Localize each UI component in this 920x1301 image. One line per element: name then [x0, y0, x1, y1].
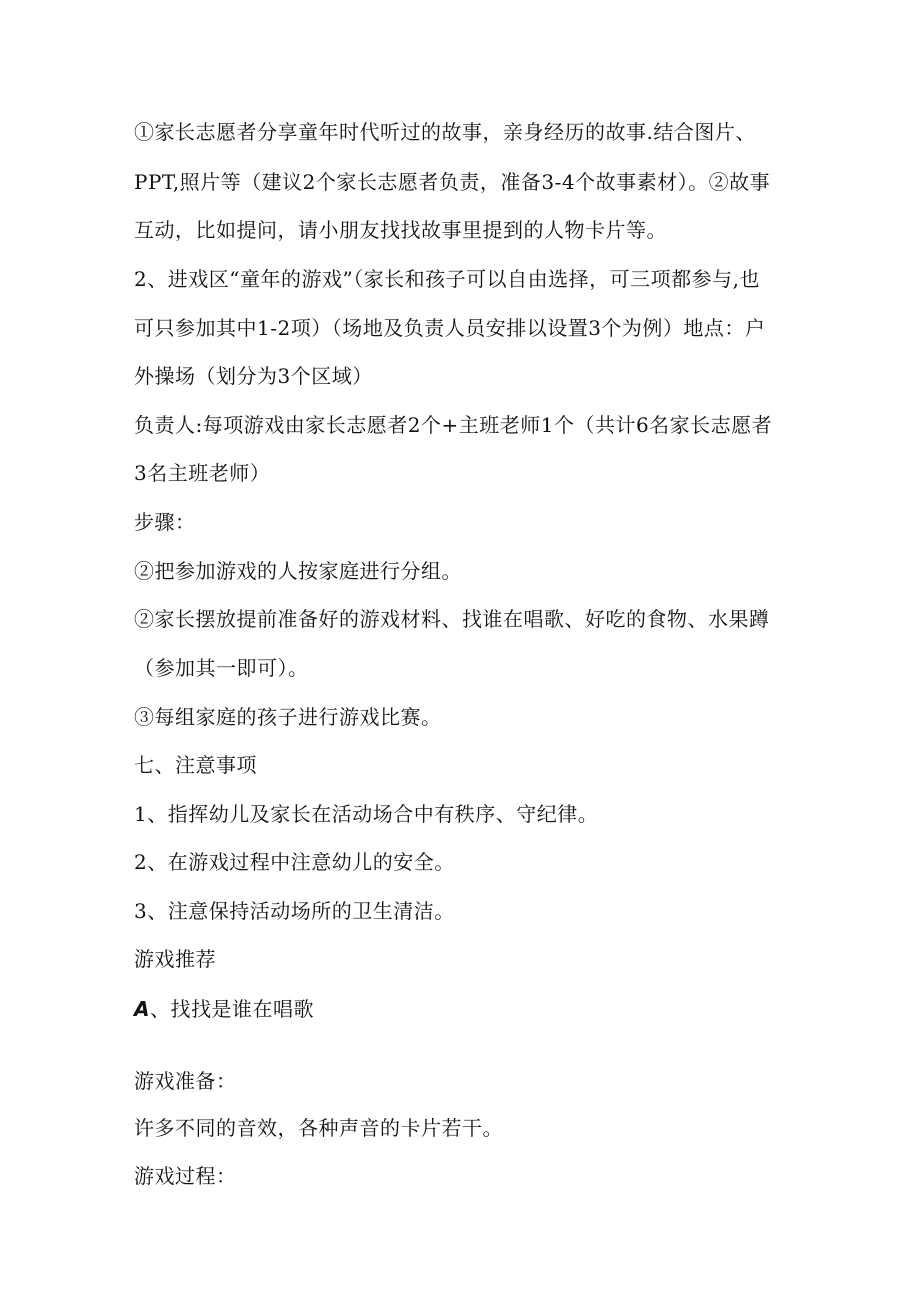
step-line-2: ②家长摆放提前准备好的游戏材料、找谁在唱歌、好吃的食物、水果蹲 — [134, 607, 770, 631]
paragraph-line-5: 可只参加其中1-2项）（场地及负责人员安排以设置3个为例）地点：户 — [134, 316, 766, 340]
paragraph-line-6: 外操场（划分为3个区域） — [134, 364, 373, 388]
paragraph-line-1: ①家长志愿者分享童年时代听过的故事，亲身经历的故事.结合图片、 — [134, 120, 756, 144]
steps-heading: 步骤： — [134, 510, 196, 534]
paragraph-line-4: 2、进戏区“童年的游戏”（家长和孩子可以自由选择，可三项都参与,也 — [134, 267, 761, 291]
prep-heading: 游戏准备： — [134, 1069, 237, 1093]
section-heading-notes: 七、注意事项 — [134, 753, 257, 777]
note-item-2: 2、在游戏过程中注意幼儿的安全。 — [134, 850, 455, 874]
paragraph-line-3: 互动，比如提问，请小朋友找找故事里提到的人物卡片等。 — [134, 218, 667, 242]
process-heading: 游戏过程： — [134, 1164, 237, 1188]
game-a-letter: A — [134, 997, 150, 1021]
games-heading: 游戏推荐 — [134, 947, 216, 971]
note-item-3: 3、注意保持活动场所的卫生清洁。 — [134, 899, 455, 923]
step-line-3: ③每组家庭的孩子进行游戏比赛。 — [134, 705, 442, 729]
game-a-title — [134, 995, 794, 1023]
step-line-2-cont: （参加其一即可）。 — [134, 656, 309, 680]
paragraph-line-8: 3名主班老师） — [134, 461, 271, 485]
prep-text: 许多不同的音效，各种声音的卡片若干。 — [134, 1116, 503, 1140]
note-item-1: 1、指挥幼儿及家长在活动场合中有秩序、守纪律。 — [134, 802, 599, 826]
step-line-1: ②把参加游戏的人按家庭进行分组。 — [134, 559, 462, 583]
paragraph-line-7: 负责人:每项游戏由家长志愿者2个+主班老师1个（共计6名家长志愿者 — [134, 413, 773, 437]
paragraph-line-2: PPT,照片等（建议2个家长志愿者负责，准备3-4个故事素材）。②故事 — [134, 170, 771, 194]
game-a-title-text: 、找找是谁在唱歌 — [149, 997, 314, 1021]
